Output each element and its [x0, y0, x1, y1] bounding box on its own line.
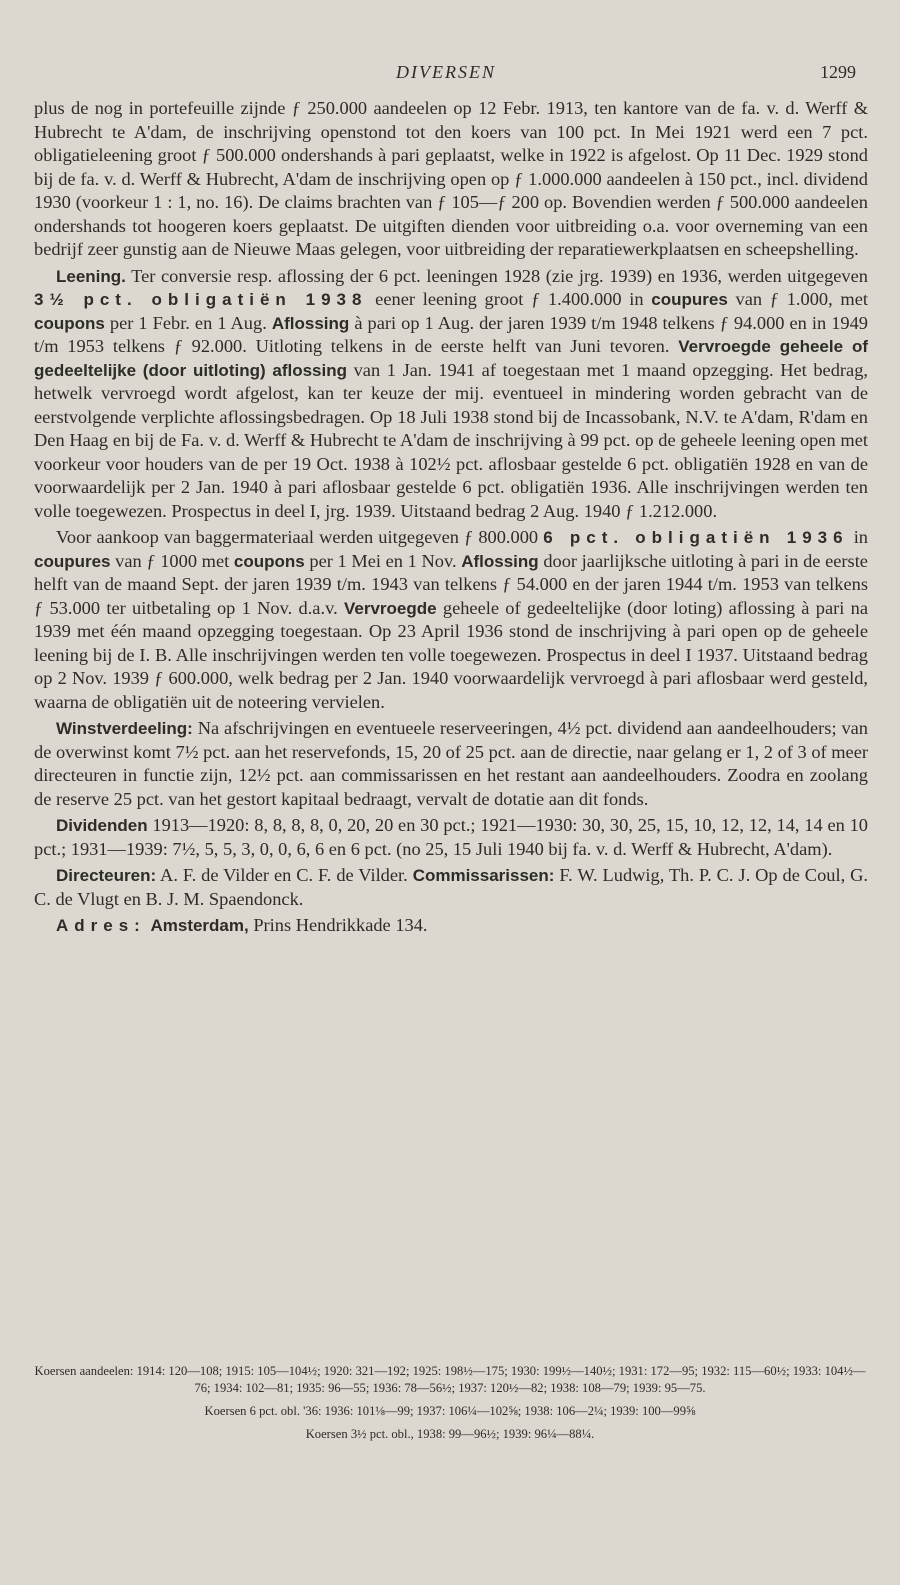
- paragraph-uitgifte: plus de nog in portefeuille zijnde ƒ 250.000 aandeelen op 12 Febr. 1913, ten kantore van de fa. v. d. Werff & Hubrecht te A'dam, de inschrijving openstond tot den koers van 100 pct. In Mei 1921 werd een 7 pct. obligatieleening groot ƒ 500.000 ondershands à pari geplaatst, welke in 1922 is afgelost. Op 11 Dec. 1929 stond bij de fa. v. d. Werff & Hubrecht, A'dam de inschrijving open op ƒ 1.000.000 aandeelen à 150 pct., incl. dividend 1930 (voorkeur 1 : 1, no. 16). De claims brachten van ƒ 105—ƒ 200 op. Bovendien werden ƒ 500.000 aandeelen ondershands tot hoogeren koers geplaatst. De uitgiften dienden voor uitbreiding o.a. voor overneming van een bedrijf zeer gunstig aan de Nieuwe Maas gelegen, voor uitbreiding der reparatiewerkplaatsen en scheepshelling.: [34, 98, 868, 259]
- running-title: DIVERSEN: [396, 62, 496, 82]
- heading-commissarissen: Commissarissen:: [412, 866, 555, 885]
- label-coupons: coupons: [34, 313, 105, 333]
- paragraph-adres: [34, 914, 868, 938]
- obl1936-text-5: door jaarlijksche uitloting à pari in de eerste helft van de maand Sept. der jaren 1939 t/m. 1943 van telkens ƒ 54.000 en der jaren 1944 t/m. 1953 van telkens ƒ 53.000 ter uitbetaling op 1 Nov. d.a.v.: [34, 550, 868, 618]
- commissarissen-text: F. W. Ludwig, Th. P. C. J. Op de Coul, G. C. de Vlugt en B. J. M. Spaendonck.: [34, 865, 868, 909]
- directeuren-text: A. F. de Vilder en C. F. de Vilder.: [156, 865, 413, 885]
- adres-city: Amsterdam,: [150, 916, 249, 935]
- paragraph-obligatien-1936: [34, 526, 868, 714]
- page-number: 1299: [820, 62, 856, 82]
- koersen-aandeelen: Koersen aandeelen: 1914: 120—108; 1915: 105—104½; 1920: 321—192; 1925: 198½—175; 1930: 199½—140½; 1931: 172—95; 1932: 115—60½; 1933: 104½—76; 1934: 102—81; 1935: 96—55; 1936: 78—56½; 1937: 120½—82; 1938: 108—79; 1939: 95—75.: [34, 1364, 866, 1395]
- obl1936-text-2: in: [848, 527, 869, 547]
- paragraph-winstverdeeling: [34, 717, 868, 811]
- leening-text-5: à pari op 1 Aug. der jaren 1939 t/m 1948 telkens ƒ 94.000 en in 1949 t/m 1953 telkens ƒ 92.000. Uitloting telkens in de eerste helft van Juni tevoren.: [34, 312, 868, 356]
- label-aflossing: Aflossing: [461, 551, 539, 571]
- heading-winstverdeeling: Winstverdeeling:: [56, 719, 193, 738]
- leening-text-3: van ƒ 1.000, met: [727, 289, 868, 309]
- winstverdeeling-text: Na afschrijvingen en eventueele reserveeringen, 4½ pct. dividend aan aandeelhouders; van de overwinst komt 7½ pct. aan het reservefonds, 15, 20 of 25 pct. aan de directie, naar gelang er 1, 2 of 3 of meer directeuren in functie zijn, 12½ pct. aan commissarissen en het restant aan aandeelhouders. Zoodra en zoolang de reserve 25 pct. van het gestort kapitaal bedraagt, vervalt de dotatie aan dit fonds.: [34, 718, 868, 809]
- label-coupures: coupures: [651, 290, 728, 309]
- obligatien-1938-heading: 3½ pct. obligatiën 1938: [34, 290, 368, 309]
- leening-text-4: per 1 Febr. en 1 Aug.: [104, 312, 272, 333]
- heading-dividenden: Dividenden: [56, 816, 148, 835]
- paragraph-leening: [34, 265, 868, 524]
- obl1936-text-6: geheele of gedeeltelijke (door loting) aflossing à pari na 1939 met één maand opzegging toegestaan. Op 23 April 1936 stond de inschrijving à pari open op de geheele leening bij de I. B. Alle inschrijvingen werden ten volle toegewezen. Prospectus in deel I 1937. Uitstaand bedrag op 2 Nov. 1939 ƒ 600.000, welk bedrag per 2 Jan. 1940 voorwaardelijk vervroegd à pari aflosbaar werd gesteld, waarna de obligatiën uit de noteering vervielen.: [34, 597, 869, 712]
- leening-text-1: Ter conversie resp. aflossing der 6 pct. leeningen 1928 (zie jrg. 1939) en 1936, werden uitgegeven: [125, 265, 868, 286]
- body-text: [34, 97, 868, 941]
- obl1936-text-4: per 1 Mei en 1 Nov.: [304, 550, 462, 571]
- adres-text: Prins Hendrikkade 134.: [248, 915, 428, 935]
- obl1936-text-1: Voor aankoop van baggermateriaal werden uitgegeven ƒ 800.000: [56, 527, 544, 547]
- koersen-6pct-obl: Koersen 6 pct. obl. '36: 1936: 101⅛—99; 1937: 106¼—102⅝; 1938: 106—2¼; 1939: 100—99⅝: [204, 1404, 696, 1418]
- koersen-block: [30, 1363, 870, 1449]
- obl1936-text-3: van ƒ 1000 met: [110, 550, 234, 571]
- heading-directeuren: Directeuren:: [56, 866, 157, 885]
- paragraph-bestuur: [34, 864, 868, 911]
- dividenden-text: 1913—1920: 8, 8, 8, 8, 0, 20, 20 en 30 pct.; 1921—1930: 30, 30, 25, 15, 10, 12, 12, 14, 14 en 10 pct.; 1931—1939: 7½, 5, 5, 3, 0, 0, 6, 6 en 6 pct. (no 25, 15 Juli 1940 bij fa. v. d. Werff & Hubrecht, A'dam).: [34, 815, 868, 859]
- label-coupons: coupons: [233, 551, 305, 571]
- heading-leening: Leening.: [56, 266, 126, 286]
- obligatien-1936-heading: 6 pct. obligatiën 1936: [543, 528, 849, 547]
- label-vervroegde: Vervroegde geheele of gedeeltelijke (door uitloting) aflossing: [34, 337, 868, 380]
- paragraph-dividenden: [34, 814, 868, 861]
- heading-adres: Adres:: [56, 916, 146, 935]
- label-vervroegde: Vervroegde: [343, 598, 437, 618]
- label-aflossing: Aflossing: [271, 313, 350, 333]
- leening-text-6: van 1 Jan. 1941 af toegestaan met 1 maand opzegging. Het bedrag, hetwelk vervroegd wordt afgelost, kan ter keuze der mij. eventueel in mindering worden gebracht van de eerstvolgende verplichte aflossingsbedragen. Op 18 Juli 1938 stond bij de Incassobank, N.V. te A'dam, R'dam en Den Haag en bij de Fa. v. d. Werff & Hubrecht te A'dam de inschrijving à 99 pct. op de geheele leening open met voorkeur voor houders van de per 19 Oct. 1938 à 102½ pct. aflosbaar gestelde 6 pct. obligatiën 1928 en van de voorwaardelijk per 2 Jan. 1940 à pari aflosbaar gestelde 6 pct. obligatiën 1936. Alle inschrijvingen werden ten volle toegewezen. Prospectus in deel I, jrg. 1939. Uitstaand bedrag 2 Aug. 1940 ƒ 1.212.000.: [34, 359, 868, 521]
- leening-text-2: eener leening groot ƒ 1.400.000 in: [367, 289, 652, 309]
- koersen-3half-pct-obl: Koersen 3½ pct. obl., 1938: 99—96½; 1939: 96¼—88¼.: [305, 1427, 595, 1441]
- label-coupures: coupures: [34, 551, 111, 571]
- running-header: [36, 62, 856, 86]
